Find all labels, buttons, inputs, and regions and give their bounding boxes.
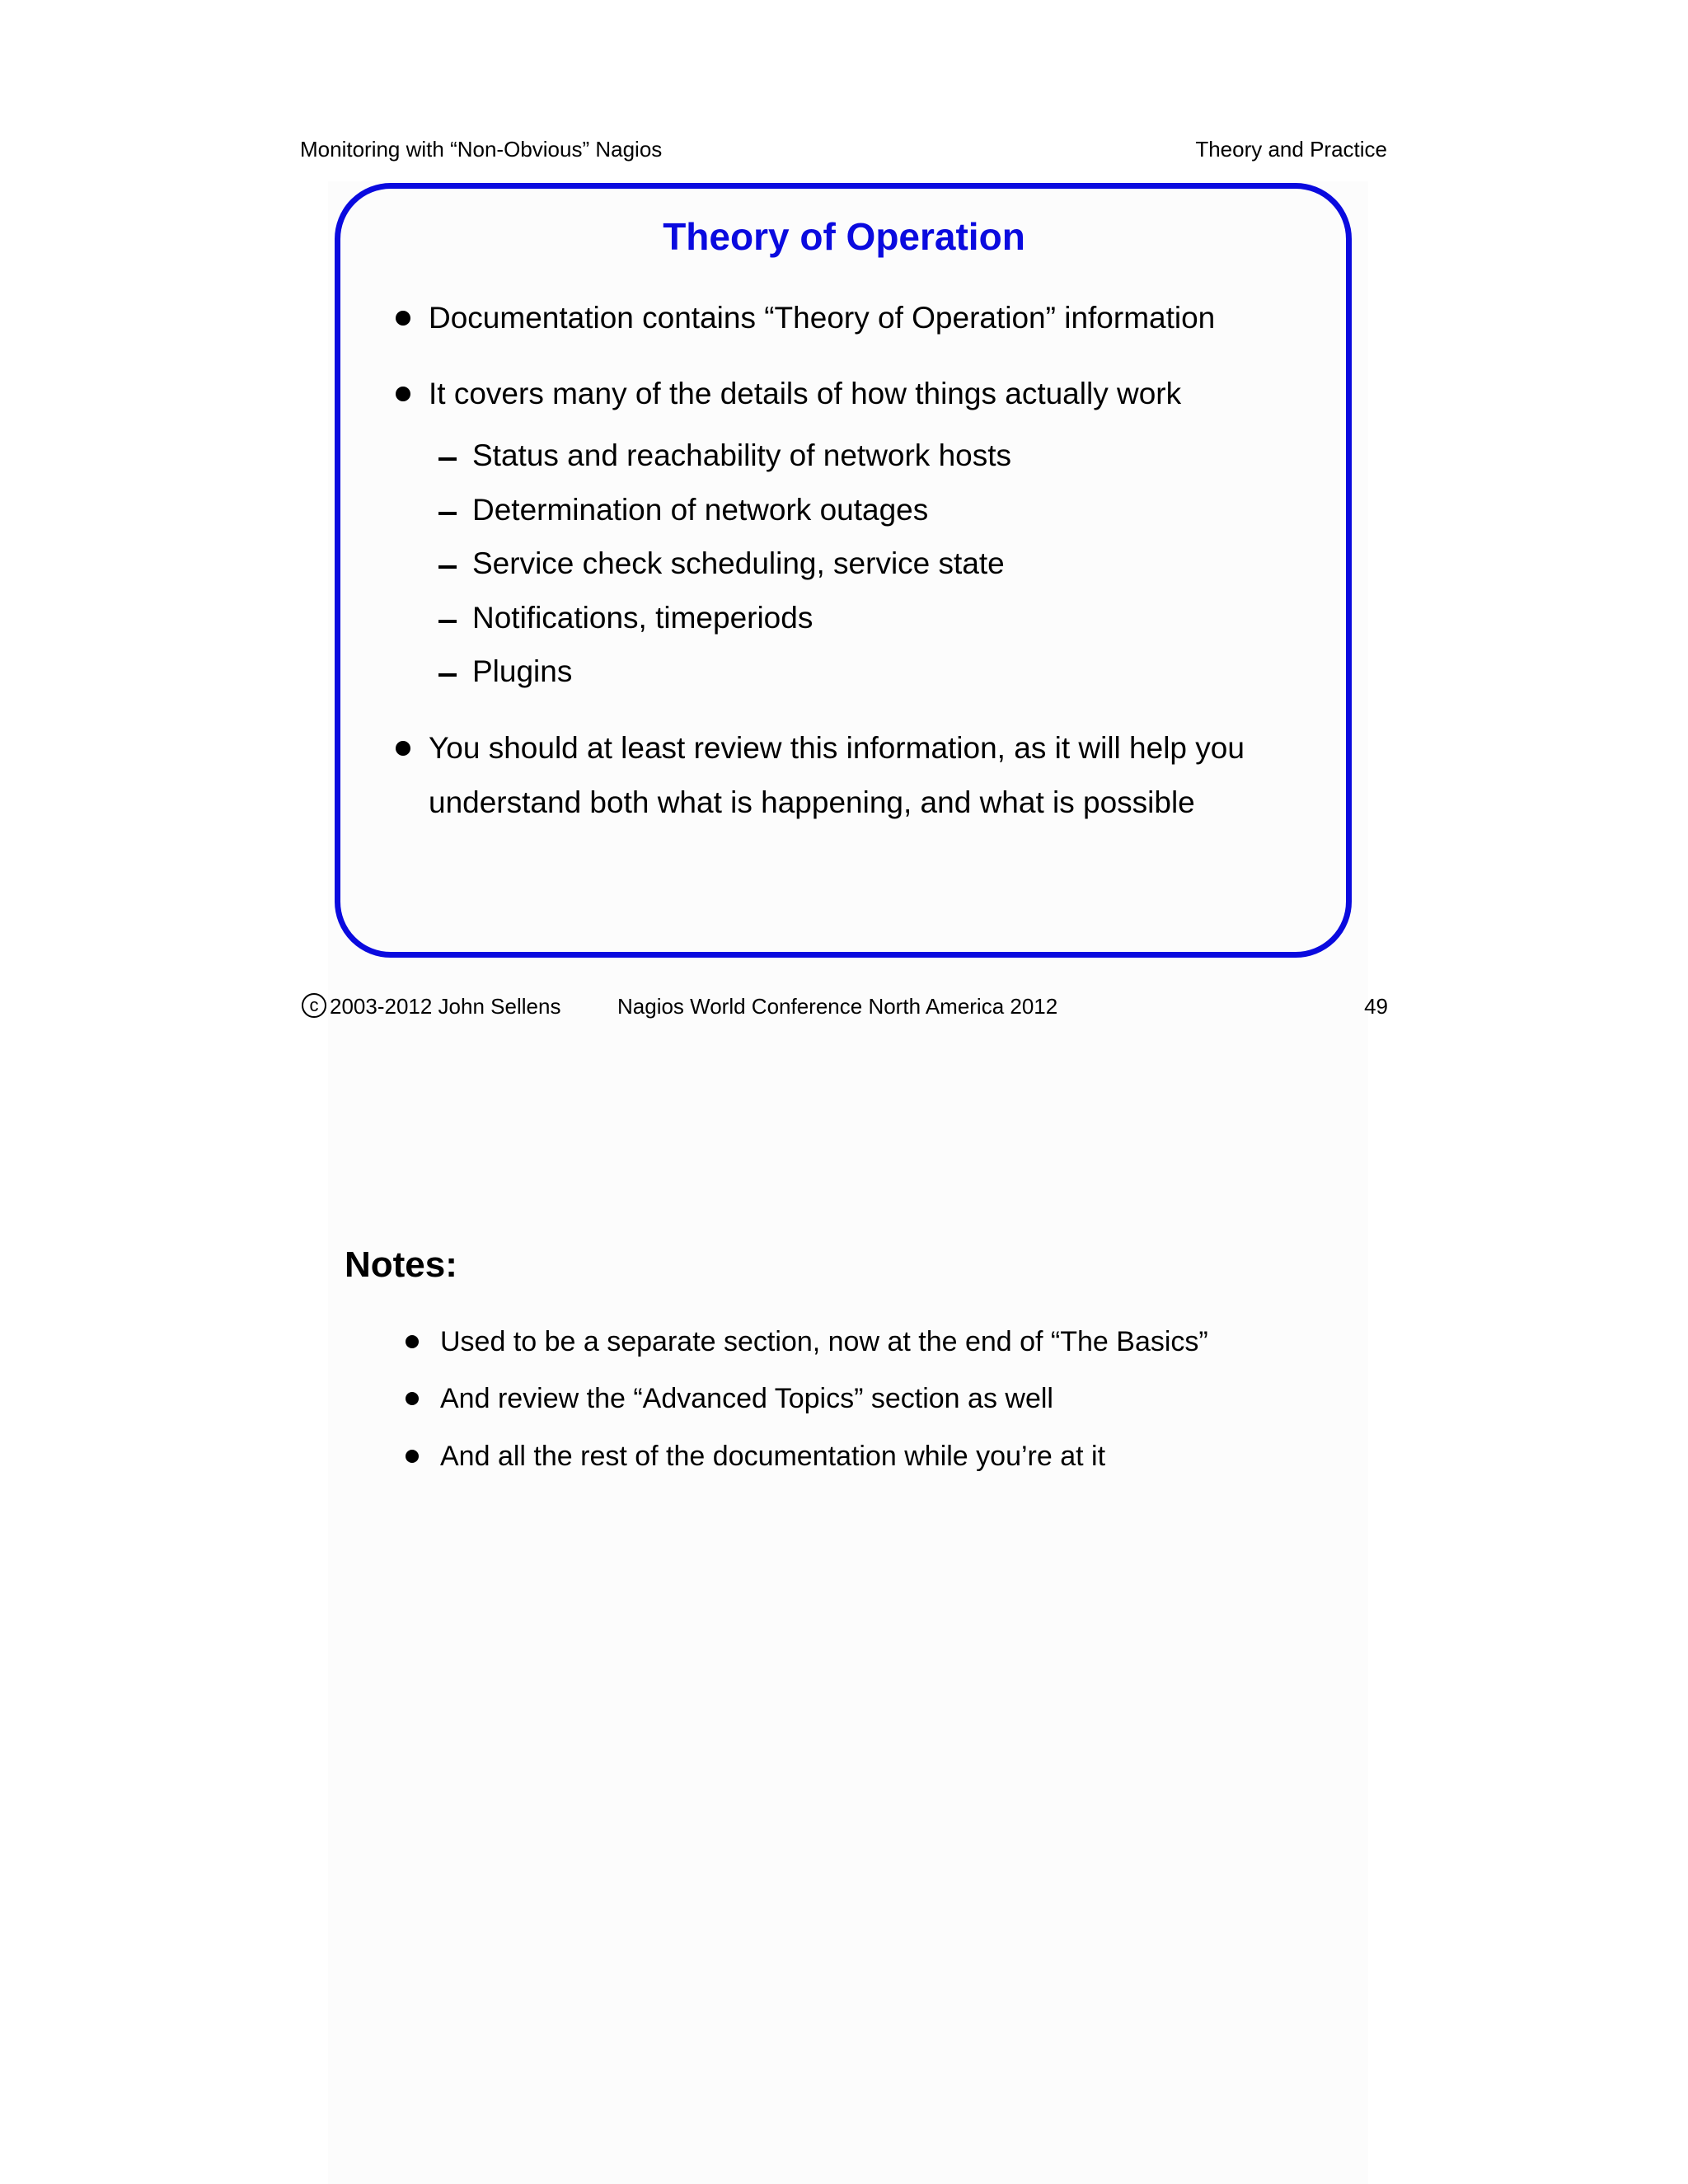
slide-sub-bullet: Status and reachability of network hosts (472, 438, 1012, 472)
dash-icon (438, 620, 457, 623)
slide-sub-bullet: Notifications, timeperiods (472, 601, 814, 635)
dash-icon (438, 673, 457, 677)
slide-sub-bullet: Service check scheduling, service state (472, 546, 1005, 580)
header-document-title: Monitoring with “Non-Obvious” Nagios (300, 137, 663, 162)
note-item: And review the “Advanced Topics” section as well (440, 1383, 1053, 1414)
footer-copyright: 2003-2012 John Sellens (330, 994, 561, 1019)
slide-bullet: It covers many of the details of how things actually work (429, 377, 1182, 410)
slide-bullet-continuation: understand both what is happening, and what is possible (429, 785, 1195, 819)
slide-bullet: Documentation contains “Theory of Operation” information (429, 301, 1216, 335)
bullet-icon (396, 741, 410, 756)
footer-conference: Nagios World Conference North America 2012 (617, 994, 1058, 1019)
dash-icon (438, 565, 457, 569)
note-item: Used to be a separate section, now at the end of “The Basics” (440, 1326, 1208, 1357)
dash-icon (438, 512, 457, 515)
bullet-icon (406, 1450, 419, 1463)
slide-title: Theory of Operation (663, 215, 1025, 258)
bullet-icon (406, 1392, 419, 1405)
header-section-title: Theory and Practice (1195, 137, 1387, 162)
bullet-icon (396, 387, 410, 401)
notes-title: Notes: (345, 1244, 457, 1285)
slide-sub-bullet: Determination of network outages (472, 493, 929, 527)
bullet-icon (396, 311, 410, 326)
page-number: 49 (1364, 994, 1388, 1019)
bullet-icon (406, 1335, 419, 1348)
note-item: And all the rest of the documentation while you’re at it (440, 1441, 1106, 1472)
dash-icon (438, 457, 457, 461)
copyright-icon: c (302, 993, 326, 1018)
slide-sub-bullet: Plugins (472, 654, 573, 688)
slide-bullet: You should at least review this information, as it will help you (429, 731, 1245, 765)
